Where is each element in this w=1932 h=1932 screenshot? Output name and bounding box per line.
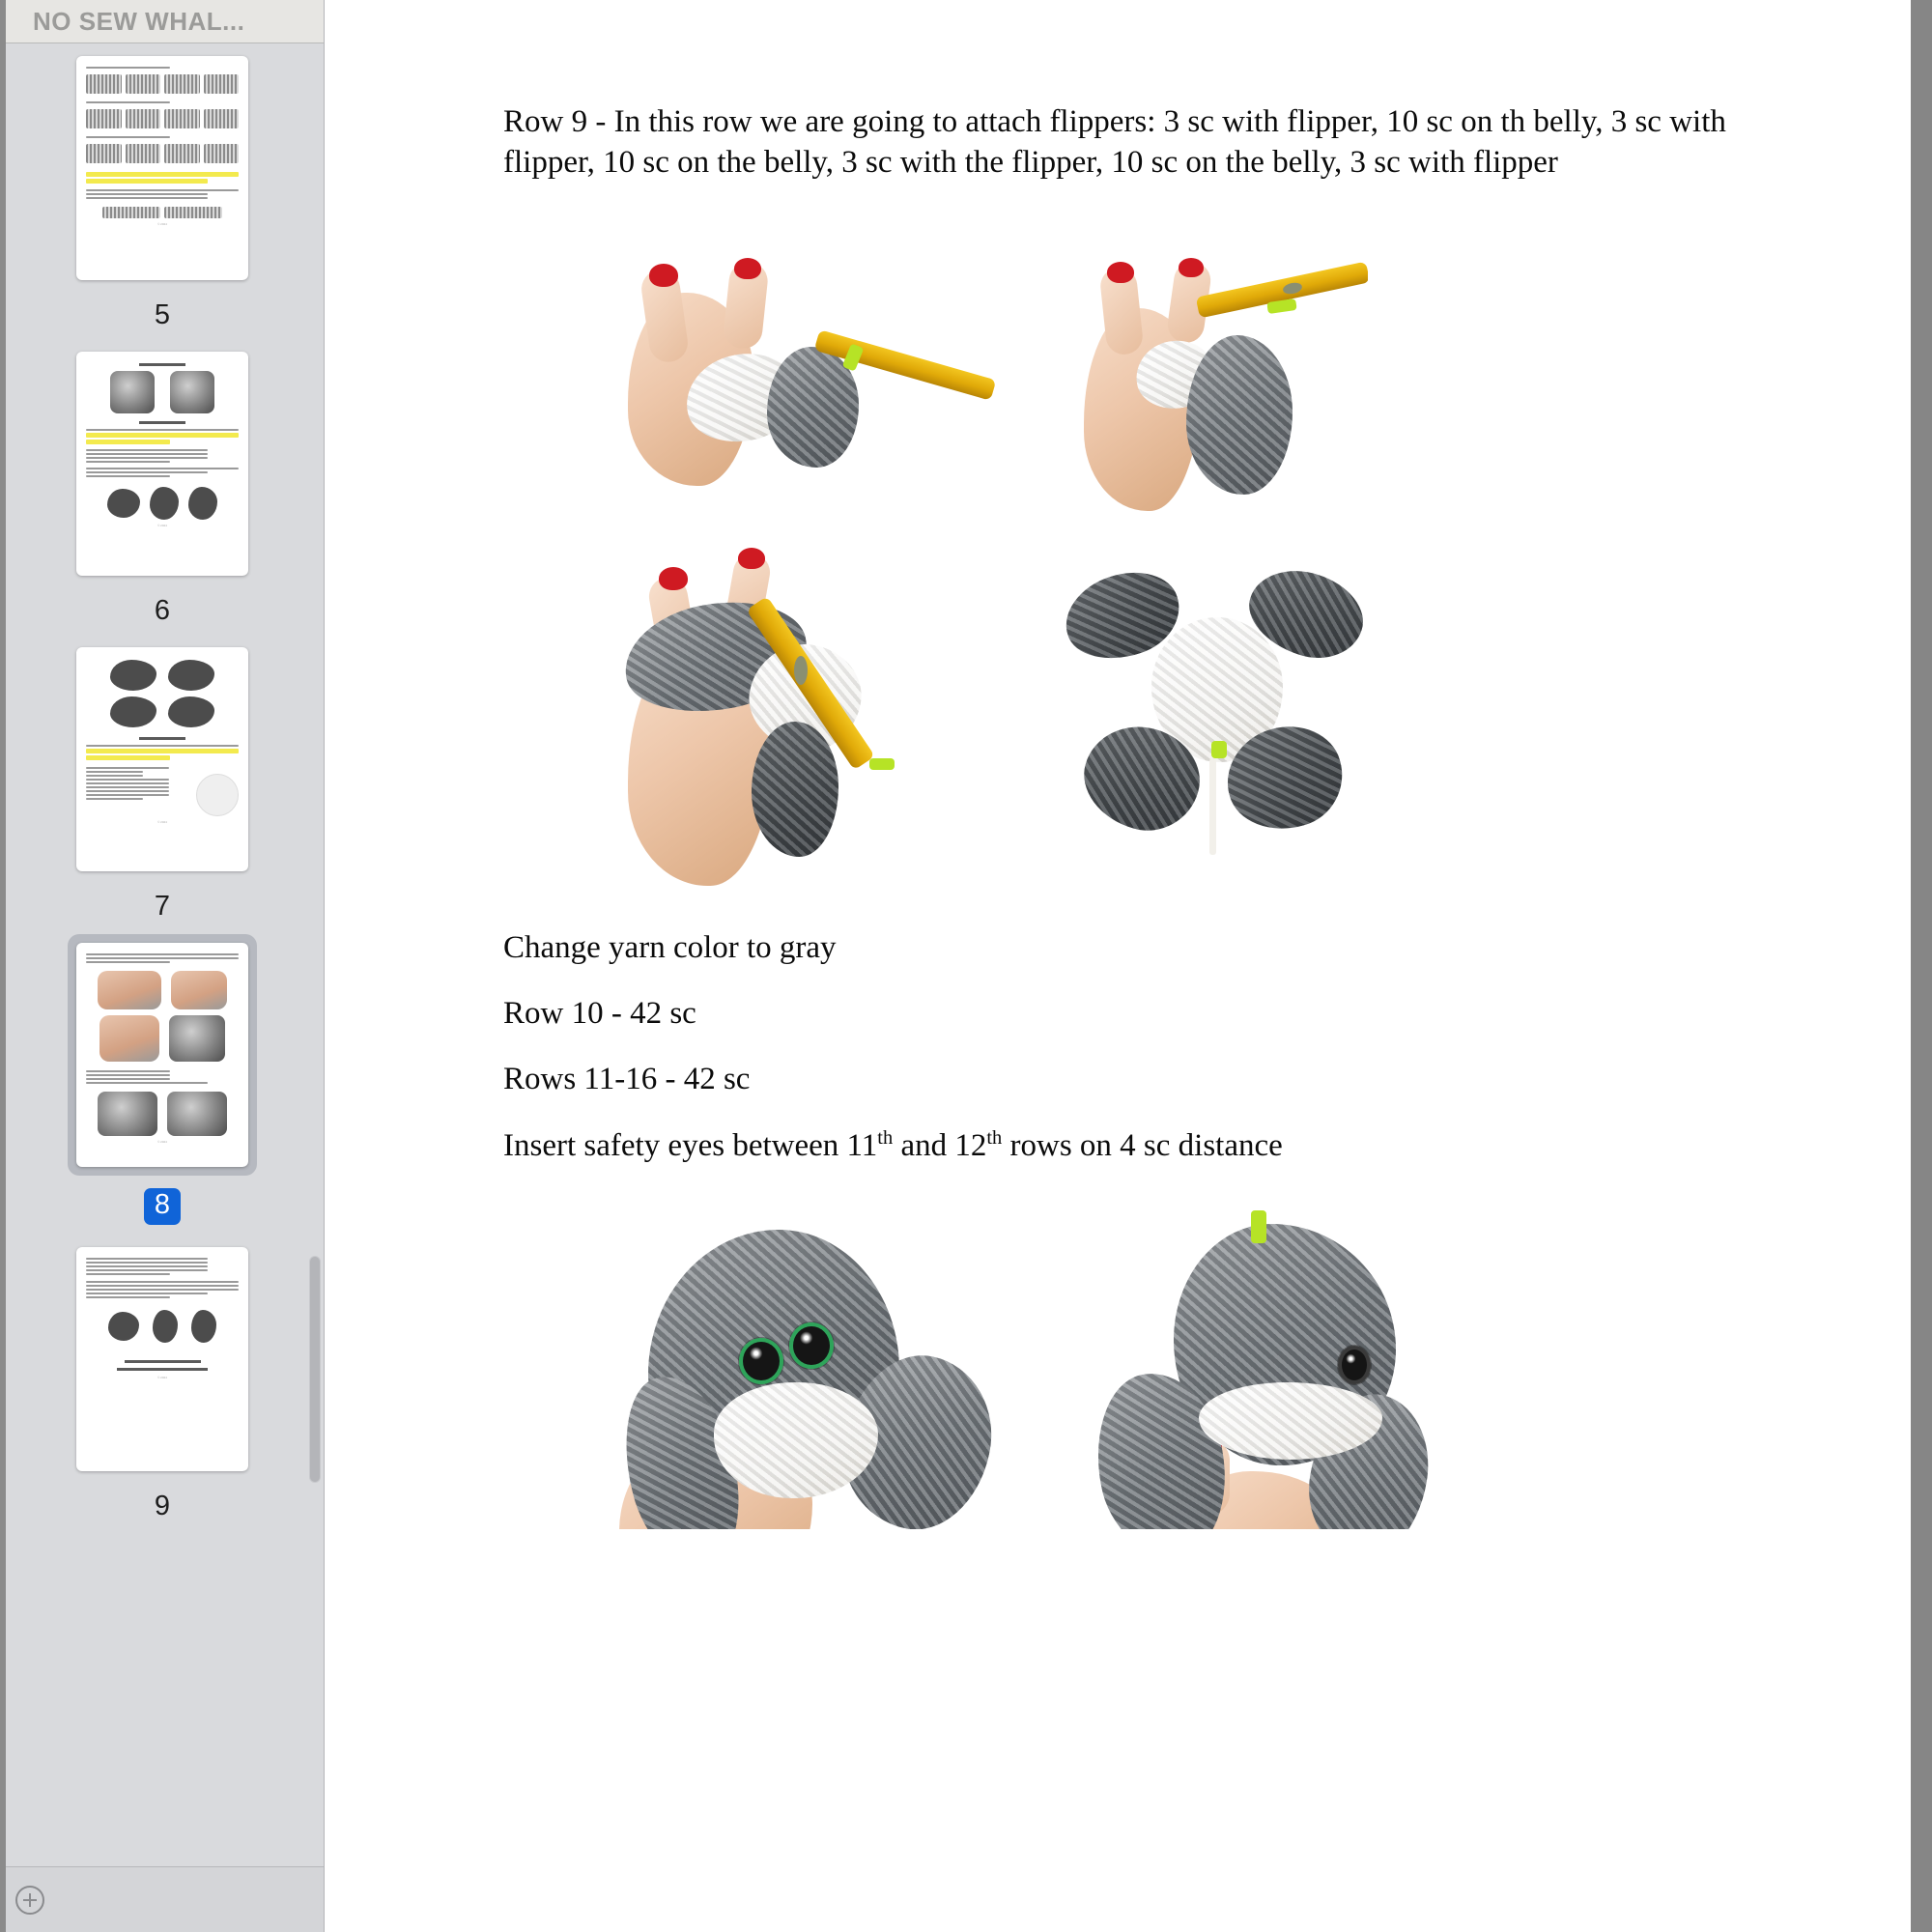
thumbnail-frame[interactable] [68,47,257,289]
thumbnail-preview-page-7: © 2024 [76,647,248,871]
thumbnail-scroll-area[interactable] [0,43,324,1866]
thumbnail-page-number: 6 [154,595,171,626]
thumbnail-preview-page-5: © 2024 [76,56,248,280]
thumbnail-frame-selected[interactable] [68,934,257,1176]
photo-flipper-joined-closeup [1078,258,1368,521]
thumbnail-item-page-6[interactable] [0,343,324,629]
row10-text: Row 10 - 42 sc [503,996,696,1032]
document-scrollbar-thumb[interactable] [1911,0,1932,1932]
tutorial-photo-row-2 [605,538,1619,886]
photo-whale-front-with-eyes [610,1210,1035,1529]
sidebar-titlebar [0,0,324,43]
thumbnail-item-page-5[interactable] [0,47,324,333]
thumbnail-item-page-8[interactable] [0,934,324,1229]
thumbnail-page-number: 7 [154,891,171,922]
document-view[interactable] [325,0,1932,1932]
document-scrollbar[interactable] [1911,0,1932,1932]
tutorial-photo-grid [605,258,1619,886]
thumbnail-preview-page-9: © 2024 [76,1247,248,1471]
thumbnail-sidebar [0,0,325,1932]
document-title: NO SEW WHAL... [33,6,245,36]
thumbnail-list [0,43,324,1524]
thumbnail-preview-page-8: © 2024 [76,943,248,1167]
photo-flipper-second-attached [605,538,943,886]
thumbnail-frame[interactable] [68,343,257,584]
photo-belly-with-four-flippers [1059,557,1378,876]
thumbnail-frame[interactable] [68,1238,257,1480]
safety-eyes-sup1: th [877,1127,894,1150]
thumbnail-item-page-9[interactable] [0,1238,324,1524]
safety-eyes-sup2: th [986,1127,1003,1150]
row9-instruction-text: Row 9 - In this row we are going to attach flippers: 3 sc with flipper, 10 sc on th belly, 3 sc with flipper, 10 sc on the belly, 3 sc with the flipper, 10 sc on the belly, 3 sc with flipper [503,104,1726,181]
thumbnail-frame[interactable] [68,639,257,880]
safety-eyes-part3: rows on 4 sc distance [1002,1128,1283,1164]
lower-instructions [503,930,1874,1164]
thumbnail-page-number-current: 8 [144,1188,181,1225]
pdf-page-8 [325,101,1932,1932]
photo-whale-side-with-eyes [1079,1210,1504,1529]
photo-attaching-flipper-with-hook [622,258,999,509]
thumbnail-item-page-7[interactable] [0,639,324,924]
rows11-16-text: Rows 11-16 - 42 sc [503,1062,751,1097]
thumbnail-page-number: 5 [154,299,171,330]
thumbnail-page-number: 9 [154,1491,171,1521]
safety-eyes-text [503,1127,1874,1164]
change-yarn-color-text: Change yarn color to gray [503,930,837,966]
add-page-icon[interactable] [15,1886,44,1915]
result-photo-row [610,1210,1874,1529]
thumbnail-preview-page-6: © 2024 [76,352,248,576]
safety-eyes-part2: and 12 [893,1128,987,1164]
sidebar-footer [0,1866,324,1932]
tutorial-photo-row-1 [605,258,1619,521]
safety-eyes-part1: Insert safety eyes between 11 [503,1128,878,1164]
window-left-edge [0,0,6,1932]
